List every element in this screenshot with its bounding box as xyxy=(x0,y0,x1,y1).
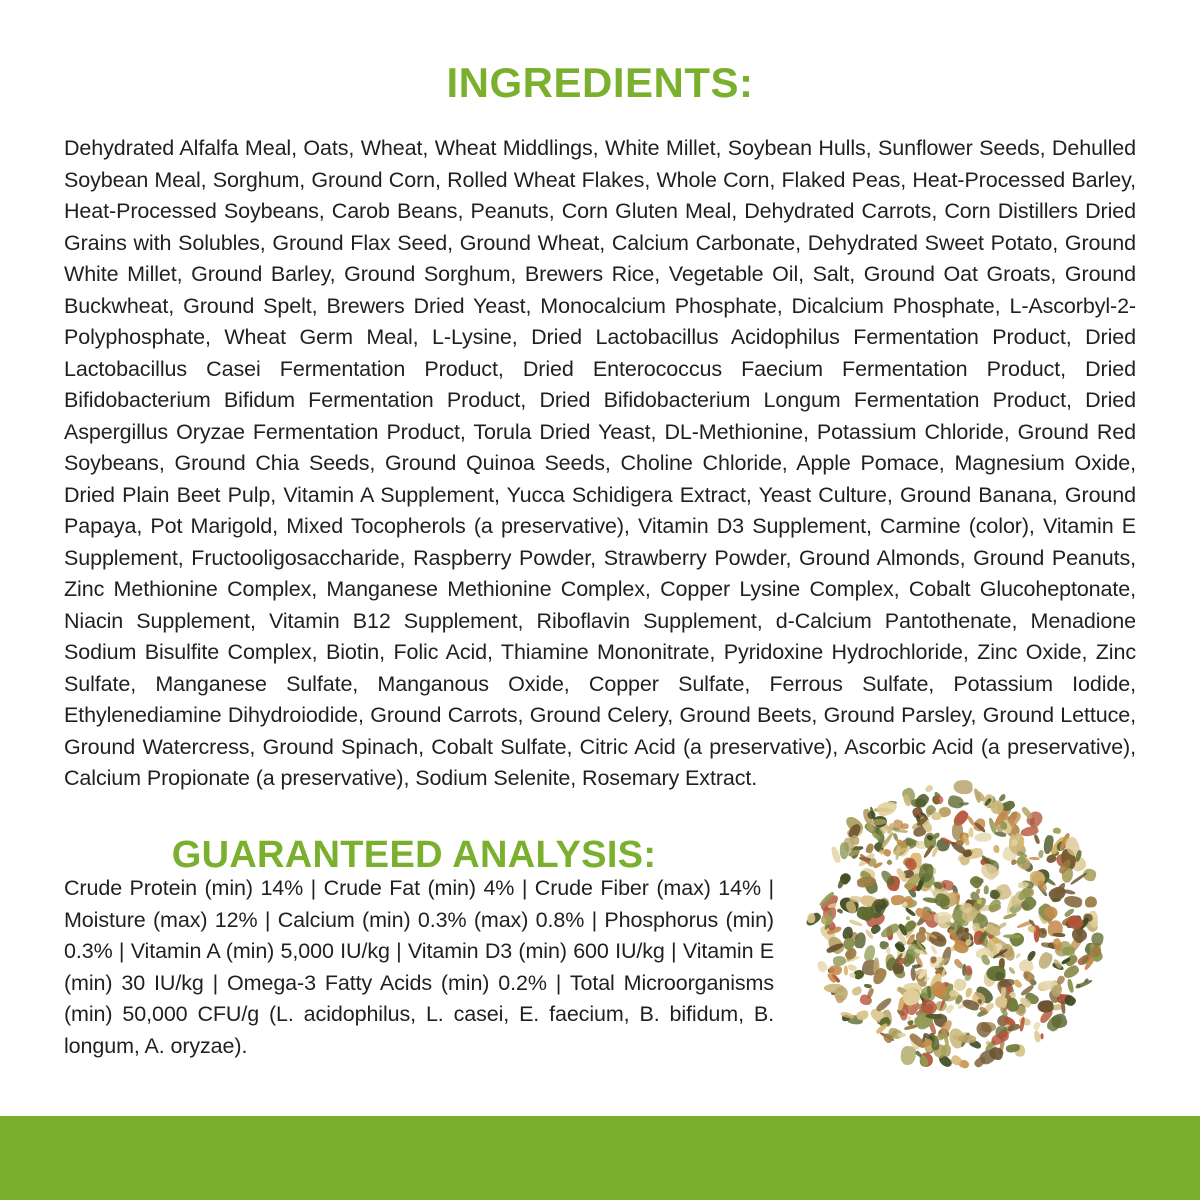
seed-mix-graphic xyxy=(800,770,1110,1080)
footer-bar xyxy=(0,1116,1200,1200)
product-photo xyxy=(800,770,1110,1080)
guaranteed-analysis-heading: GUARANTEED ANALYSIS: xyxy=(171,833,657,876)
ingredients-heading: INGREDIENTS: xyxy=(446,59,754,106)
guaranteed-analysis-text: Crude Protein (min) 14% | Crude Fat (min) 4% | Crude Fiber (max) 14% | Moisture (max) 12% | Calcium (min) 0.3% (max) 0.8% | Phosphorus (min) 0.3% | Vitamin A (min) 5,000 IU/kg | Vitamin D3 (min) 600 IU/kg | Vitamin E (min) 30 IU/kg | Omega-3 Fatty Acids (min) 0.2% | Total Microorganisms (min) 50,000 CFU/g (L. acidophilus, L. casei, E. faecium, B. bifidum, B. longum, A. oryzae). xyxy=(64,876,774,1058)
ingredients-text: Dehydrated Alfalfa Meal, Oats, Wheat, Wheat Middlings, White Millet, Soybean Hulls, Sunflower Seeds, Dehulled Soybean Meal, Sorghum, Ground Corn, Rolled Wheat Flakes, Whole Corn, Flaked Peas, Heat-Processed Barley, Heat-Processed Soybeans, Carob Beans, Peanuts, Corn Gluten Meal, Dehydrated Carrots, Corn Distillers Dried Grains with Solubles, Ground Flax Seed, Ground Wheat, Calcium Carbonate, Dehydrated Sweet Potato, Ground White Millet, Ground Barley, Ground Sorghum, Brewers Rice, Vegetable Oil, Salt, Ground Oat Groats, Ground Buckwheat, Ground Spelt, Brewers Dried Yeast, Monocalcium Phosphate, Dicalcium Phosphate, L-Ascorbyl-2-Polyphosphate, Wheat Germ Meal, L-Lysine, Dried Lactobacillus Acidophilus Fermentation Product, Dried Lactobacillus Casei Fermentation Product, Dried Enterococcus Faecium Fermentation Product, Dried Bifidobacterium Bifidum Fermentation Product, Dried Bifidobacterium Longum Fermentation Product, Dried Aspergillus Oryzae Fermentation Product, Torula Dried Yeast, DL-Methionine, Potassium Chloride, Ground Red Soybeans, Ground Chia Seeds, Ground Quinoa Seeds, Choline Chloride, Apple Pomace, Magnesium Oxide, Dried Plain Beet Pulp, Vitamin A Supplement, Yucca Schidigera Extract, Yeast Culture, Ground Banana, Ground Papaya, Pot Marigold, Mixed Tocopherols (a preservative), Vitamin D3 Supplement, Carmine (color), Vitamin E Supplement, Fructooligosaccharide, Raspberry Powder, Strawberry Powder, Ground Almonds, Ground Peanuts, Zinc Methionine Complex, Manganese Methionine Complex, Copper Lysine Complex, Cobalt Glucoheptonate, Niacin Supplement, Vitamin B12 Supplement, Riboflavin Supplement, d-Calcium Pantothenate, Menadione Sodium Bisulfite Complex, Biotin, Folic Acid, Thiamine Mononitrate, Pyridoxine Hydrochloride, Zinc Oxide, Zinc Sulfate, Manganese Sulfate, Manganous Oxide, Copper Sulfate, Ferrous Sulfate, Potassium Iodide, Ethylenediamine Dihydroiodide, Ground Carrots, Ground Celery, Ground Beets, Ground Parsley, Ground Lettuce, Ground Watercress, Ground Spinach, Cobalt Sulfate, Citric Acid (a preservative), Ascorbic Acid (a preservative), Calcium Propionate (a preservative), Sodium Selenite, Rosemary Extract. xyxy=(64,136,1136,790)
